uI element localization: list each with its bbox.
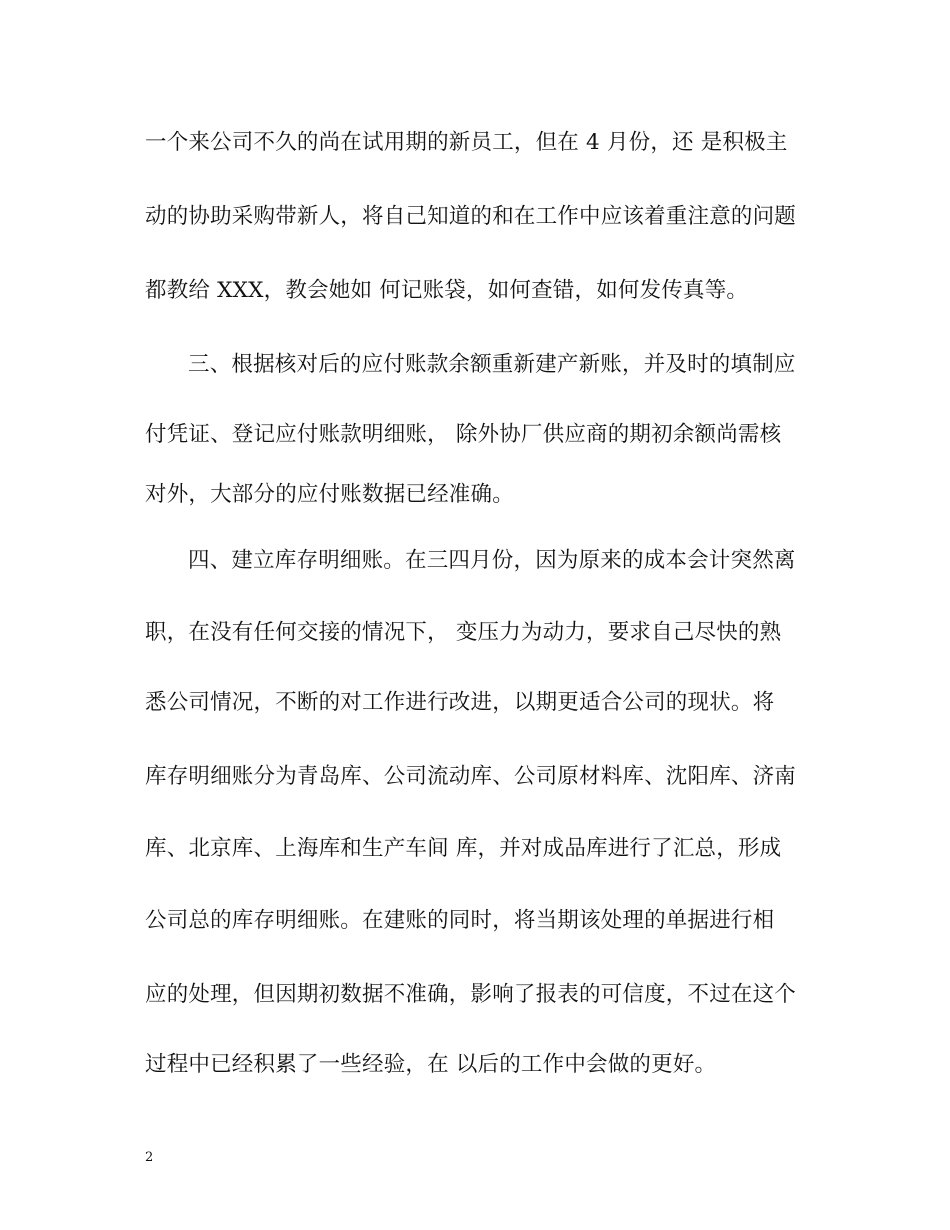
text-line: 公司总的库存明细账。在建账的同时，将当期该处理的单据进行相 — [145, 908, 775, 933]
text-line: 职，在没有任何交接的情况下， 变压力为动力，要求自己尽快的熟 — [145, 620, 782, 645]
text-line: 库、北京库、上海库和生产车间 库，并对成品库进行了汇总，形成 — [145, 836, 782, 861]
text-line: 动的协助采购带新人，将自己知道的和在工作中应该着重注意的问题 — [145, 204, 797, 229]
text-line: 库存明细账分为青岛库、公司流动库、公司原材料库、沈阳库、济南 — [145, 764, 797, 789]
text-line: 应的处理，但因期初数据不准确，影响了报表的可信度，不过在这个 — [145, 982, 797, 1007]
text-line: 一个来公司不久的尚在试用期的新员工，但在 4 月份，还 是积极主 — [145, 130, 788, 155]
paragraph-start-line: 四、建立库存明细账。在三四月份，因为原来的成本会计突然离 — [188, 548, 796, 573]
text-line: 对外，大部分的应付账数据已经准确。 — [145, 482, 514, 507]
text-line: 过程中已经积累了一些经验，在 以后的工作中会做的更好。 — [145, 1052, 717, 1077]
text-line: 都教给 XXX，教会她如 何记账袋，如何查错，如何发传真等。 — [145, 278, 749, 303]
text-line: 付凭证、登记应付账款明细账， 除外协厂供应商的期初余额尚需核 — [145, 422, 782, 447]
page-number: 2 — [145, 1150, 154, 1165]
text-line: 悉公司情况，不断的对工作进行改进，以期更适合公司的现状。将 — [145, 690, 775, 715]
paragraph-start-line: 三、根据核对后的应付账款余额重新建产新账，并及时的填制应 — [188, 352, 796, 377]
